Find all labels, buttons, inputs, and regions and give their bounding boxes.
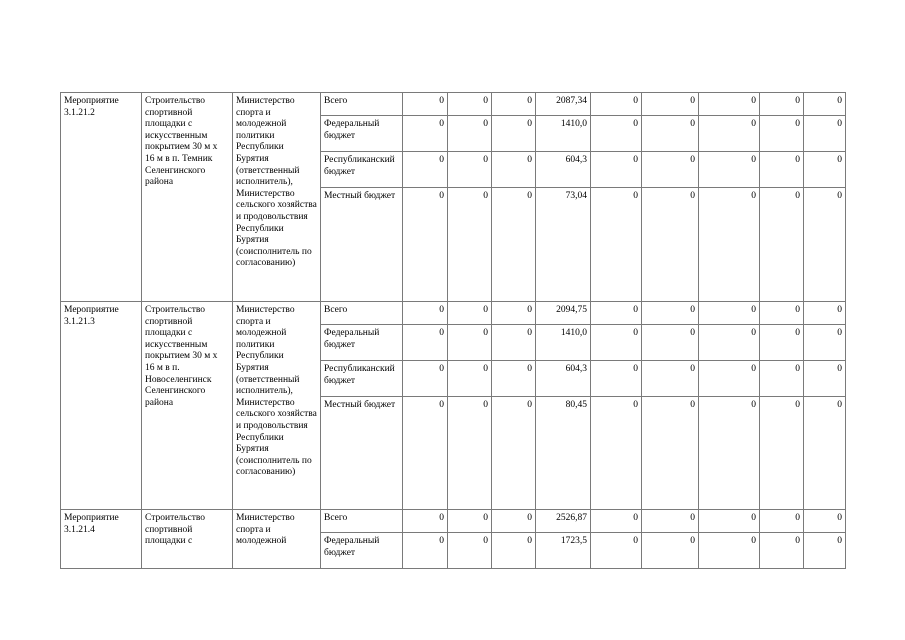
value-cell: 0	[699, 188, 760, 302]
value-cell: 0	[699, 533, 760, 569]
value-cell: 2526,87	[536, 510, 591, 533]
value-cell: 0	[804, 361, 846, 397]
value-cell: 0	[760, 325, 804, 361]
table-row	[61, 302, 846, 325]
value-cell: 0	[591, 533, 642, 569]
source-cell: Местный бюджет	[321, 188, 403, 302]
value-cell: 0	[760, 152, 804, 188]
event-id-cell: Мероприятие 3.1.21.3	[61, 302, 142, 510]
value-cell: 0	[804, 188, 846, 302]
value-cell: 0	[403, 302, 448, 325]
value-cell: 0	[804, 510, 846, 533]
value-cell: 0	[804, 302, 846, 325]
value-cell: 0	[492, 325, 536, 361]
value-cell: 0	[492, 188, 536, 302]
value-cell: 0	[403, 533, 448, 569]
value-cell: 0	[591, 93, 642, 116]
value-cell: 0	[642, 533, 699, 569]
value-cell: 0	[699, 152, 760, 188]
value-cell: 0	[403, 188, 448, 302]
value-cell: 0	[642, 302, 699, 325]
value-cell: 0	[642, 93, 699, 116]
event-description-cell: Строительство спортивной площадки с	[142, 510, 233, 569]
value-cell: 0	[448, 533, 492, 569]
value-cell: 0	[591, 510, 642, 533]
value-cell: 2094,75	[536, 302, 591, 325]
value-cell: 0	[492, 116, 536, 152]
value-cell: 80,45	[536, 397, 591, 510]
value-cell: 0	[492, 533, 536, 569]
source-cell: Республиканский бюджет	[321, 361, 403, 397]
value-cell: 0	[760, 93, 804, 116]
table-row	[61, 510, 846, 533]
value-cell: 0	[699, 93, 760, 116]
value-cell: 0	[699, 302, 760, 325]
value-cell: 0	[699, 397, 760, 510]
value-cell: 0	[403, 93, 448, 116]
value-cell: 0	[591, 188, 642, 302]
value-cell: 0	[760, 510, 804, 533]
executor-cell: Министерство спорта и молодежной политики Республики Бурятия (ответственный исполнитель), Министерство сельского хозяйства и продовольствия Республики Бурятия (соисполнитель по согласованию)	[233, 93, 321, 302]
value-cell: 604,3	[536, 152, 591, 188]
value-cell: 0	[642, 397, 699, 510]
budget-table	[60, 92, 846, 569]
value-cell: 0	[642, 510, 699, 533]
source-cell: Республиканский бюджет	[321, 152, 403, 188]
event-description-cell: Строительство спортивной площадки с искусственным покрытием 30 м х 16 м в п. Темник Селенгинского района	[142, 93, 233, 302]
value-cell: 0	[760, 533, 804, 569]
value-cell: 0	[403, 510, 448, 533]
value-cell: 0	[448, 361, 492, 397]
source-cell: Всего	[321, 93, 403, 116]
value-cell: 0	[642, 152, 699, 188]
value-cell: 0	[804, 325, 846, 361]
value-cell: 1410,0	[536, 116, 591, 152]
source-cell: Федеральный бюджет	[321, 533, 403, 569]
value-cell: 0	[448, 397, 492, 510]
value-cell: 0	[492, 302, 536, 325]
value-cell: 1723,5	[536, 533, 591, 569]
value-cell: 0	[492, 152, 536, 188]
value-cell: 0	[403, 325, 448, 361]
value-cell: 0	[492, 361, 536, 397]
event-id-cell: Мероприятие 3.1.21.2	[61, 93, 142, 302]
value-cell: 0	[448, 93, 492, 116]
table-row	[61, 93, 846, 116]
value-cell: 0	[642, 361, 699, 397]
value-cell: 0	[699, 325, 760, 361]
value-cell: 0	[448, 302, 492, 325]
value-cell: 0	[591, 302, 642, 325]
value-cell: 0	[804, 93, 846, 116]
value-cell: 0	[699, 510, 760, 533]
value-cell: 0	[492, 397, 536, 510]
executor-cell: Министерство спорта и молодежной	[233, 510, 321, 569]
source-cell: Всего	[321, 510, 403, 533]
value-cell: 0	[760, 361, 804, 397]
value-cell: 0	[448, 152, 492, 188]
value-cell: 0	[642, 188, 699, 302]
value-cell: 0	[760, 116, 804, 152]
value-cell: 0	[591, 325, 642, 361]
value-cell: 0	[642, 325, 699, 361]
value-cell: 0	[403, 116, 448, 152]
value-cell: 0	[403, 152, 448, 188]
value-cell: 0	[804, 397, 846, 510]
value-cell: 0	[448, 116, 492, 152]
value-cell: 73,04	[536, 188, 591, 302]
value-cell: 0	[591, 116, 642, 152]
value-cell: 0	[804, 116, 846, 152]
value-cell: 0	[492, 510, 536, 533]
source-cell: Федеральный бюджет	[321, 325, 403, 361]
value-cell: 0	[760, 397, 804, 510]
source-cell: Федеральный бюджет	[321, 116, 403, 152]
value-cell: 0	[642, 116, 699, 152]
value-cell: 0	[492, 93, 536, 116]
event-description-cell: Строительство спортивной площадки с искусственным покрытием 30 м х 16 м в п. Новоселенгинск Селенгинского района	[142, 302, 233, 510]
value-cell: 0	[591, 397, 642, 510]
value-cell: 604,3	[536, 361, 591, 397]
value-cell: 0	[448, 188, 492, 302]
value-cell: 0	[448, 325, 492, 361]
value-cell: 0	[699, 116, 760, 152]
value-cell: 0	[804, 533, 846, 569]
event-id-cell: Мероприятие 3.1.21.4	[61, 510, 142, 569]
source-cell: Местный бюджет	[321, 397, 403, 510]
value-cell: 1410,0	[536, 325, 591, 361]
value-cell: 0	[699, 361, 760, 397]
source-cell: Всего	[321, 302, 403, 325]
value-cell: 0	[448, 510, 492, 533]
value-cell: 0	[760, 302, 804, 325]
value-cell: 0	[760, 188, 804, 302]
value-cell: 0	[403, 397, 448, 510]
value-cell: 2087,34	[536, 93, 591, 116]
value-cell: 0	[804, 152, 846, 188]
value-cell: 0	[403, 361, 448, 397]
executor-cell: Министерство спорта и молодежной политики Республики Бурятия (ответственный исполнитель), Министерство сельского хозяйства и продовольствия Республики Бурятия (соисполнитель по согласованию)	[233, 302, 321, 510]
value-cell: 0	[591, 152, 642, 188]
value-cell: 0	[591, 361, 642, 397]
